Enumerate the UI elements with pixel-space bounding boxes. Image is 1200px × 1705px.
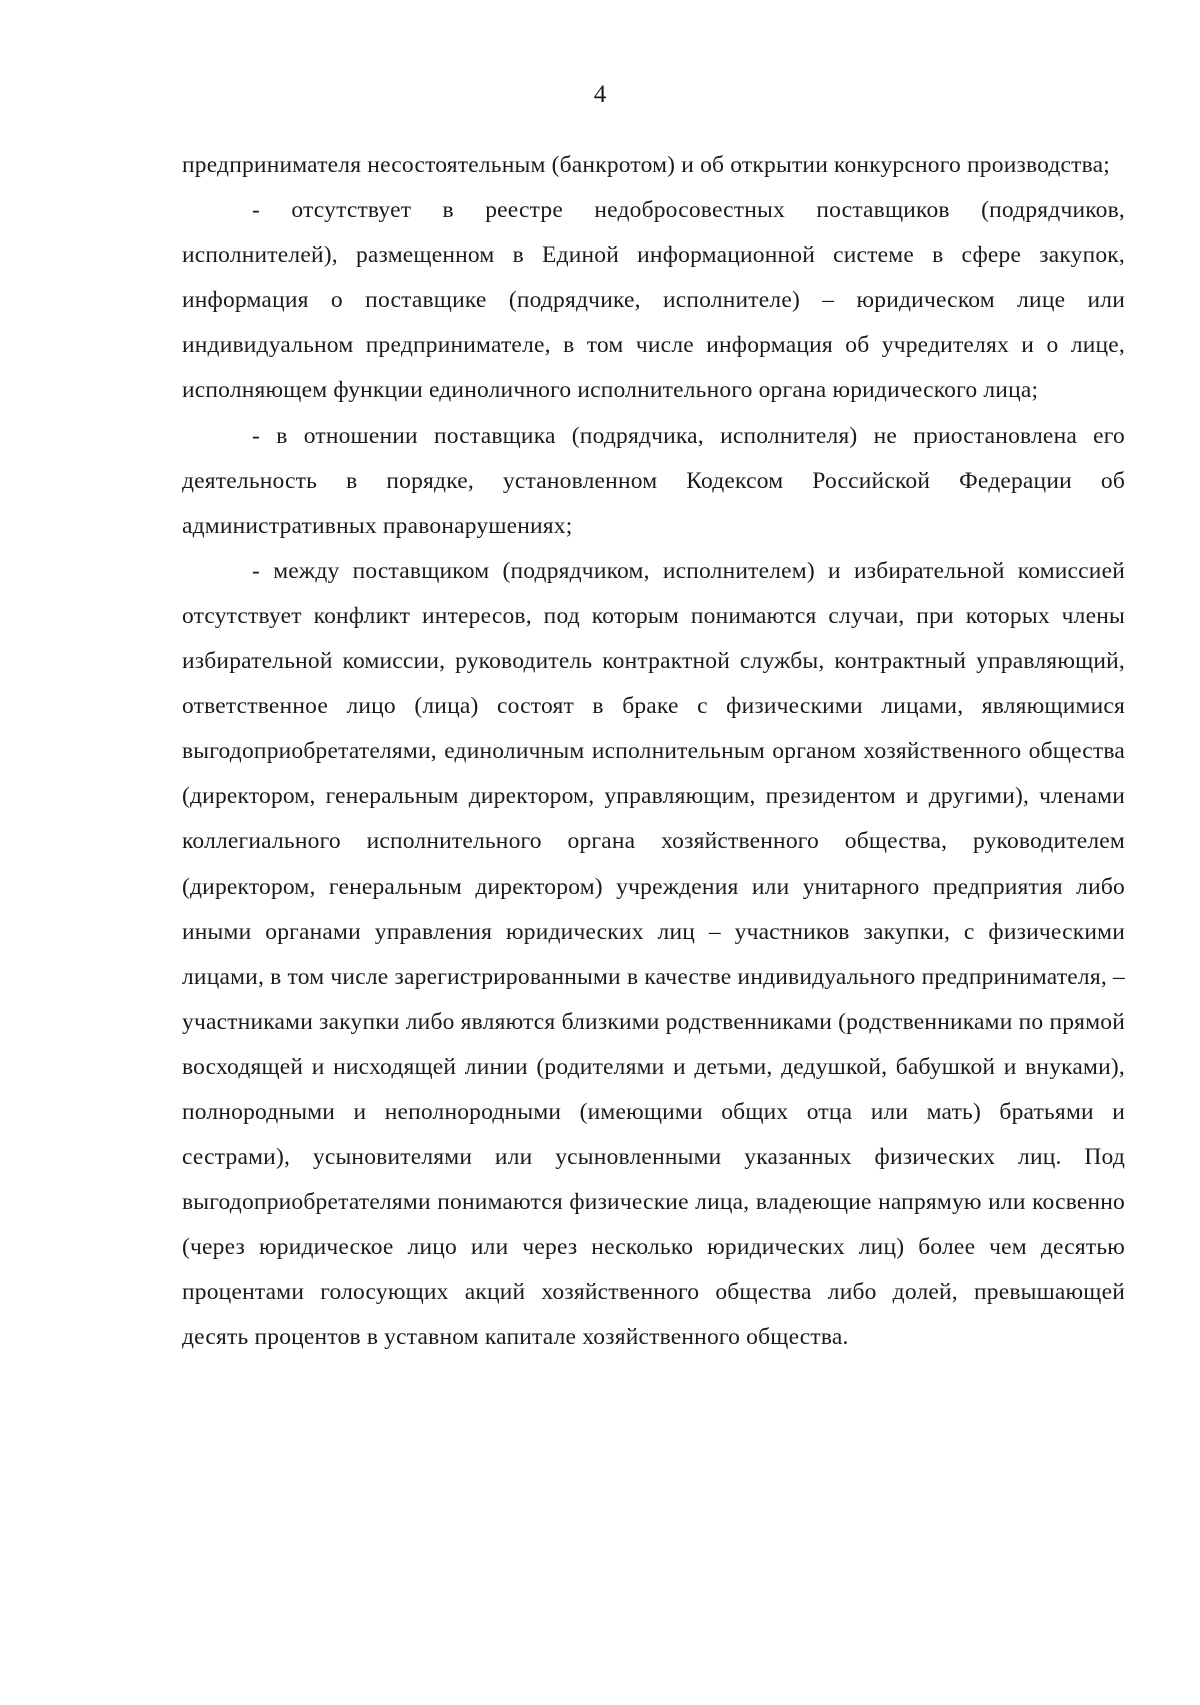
paragraph-continuation: предпринимателя несостоятельным (банкротом) и об открытии конкурсного производства; <box>182 152 1110 178</box>
paragraph-registry-item: - отсутствует в реестре недобросовестных поставщиков (подрядчиков, исполнителей), размещенном в Единой информационной системе в сфере закупок, информация о поставщике (подрядчике, исполнителе) – юридическом лице или индивидуальном предпринимателе, в том числе информация об учредителях и о лице, исполняющем функции единоличного исполнительного органа юридического лица; <box>182 197 1125 404</box>
paragraph-suspension-item: - в отношении поставщика (подрядчика, исполнителя) не приостановлена его деятельность в порядке, установленном Кодексом Российской Федерации об административных правонарушениях; <box>182 422 1125 539</box>
paragraph-conflict-of-interest-item: - между поставщиком (подрядчиком, исполнителем) и избирательной комиссией отсутствует конфликт интересов, под которым понимаются случаи, при которых члены избирательной комиссии, руководитель контрактной службы, контрактный управляющий, ответственное лицо (лица) состоят в браке с физическими лицами, являющимися выгодоприобретателями, единоличным исполнительным органом хозяйственного общества (директором, генеральным директором, управляющим, президентом и другими), членами коллегиального исполнительного органа хозяйственного общества, руководителем (директором, генеральным директором) учреждения или унитарного предприятия либо иными органами управления юридических лиц – участников закупки, с физическими лицами, в том числе зарегистрированными в качестве индивидуального предпринимателя, – участниками закупки либо являются близкими родственниками (родственниками по прямой восходящей и нисходящей линии (родителями и детьми, дедушкой, бабушкой и внуками), полнородными и неполнородными (имеющими общих отца или мать) братьями и сестрами), усыновителями или усыновленными указанных физических лиц. Под выгодоприобретателями понимаются физические лица, владеющие напрямую или косвенно (через юридическое лицо или через несколько юридических лиц) более чем десятью процентами голосующих акций хозяйственного общества либо долей, превышающей десять процентов в уставном капитале хозяйственного общества. <box>182 557 1125 1351</box>
document-body <box>182 143 1125 1361</box>
page-number: 4 <box>593 81 607 108</box>
